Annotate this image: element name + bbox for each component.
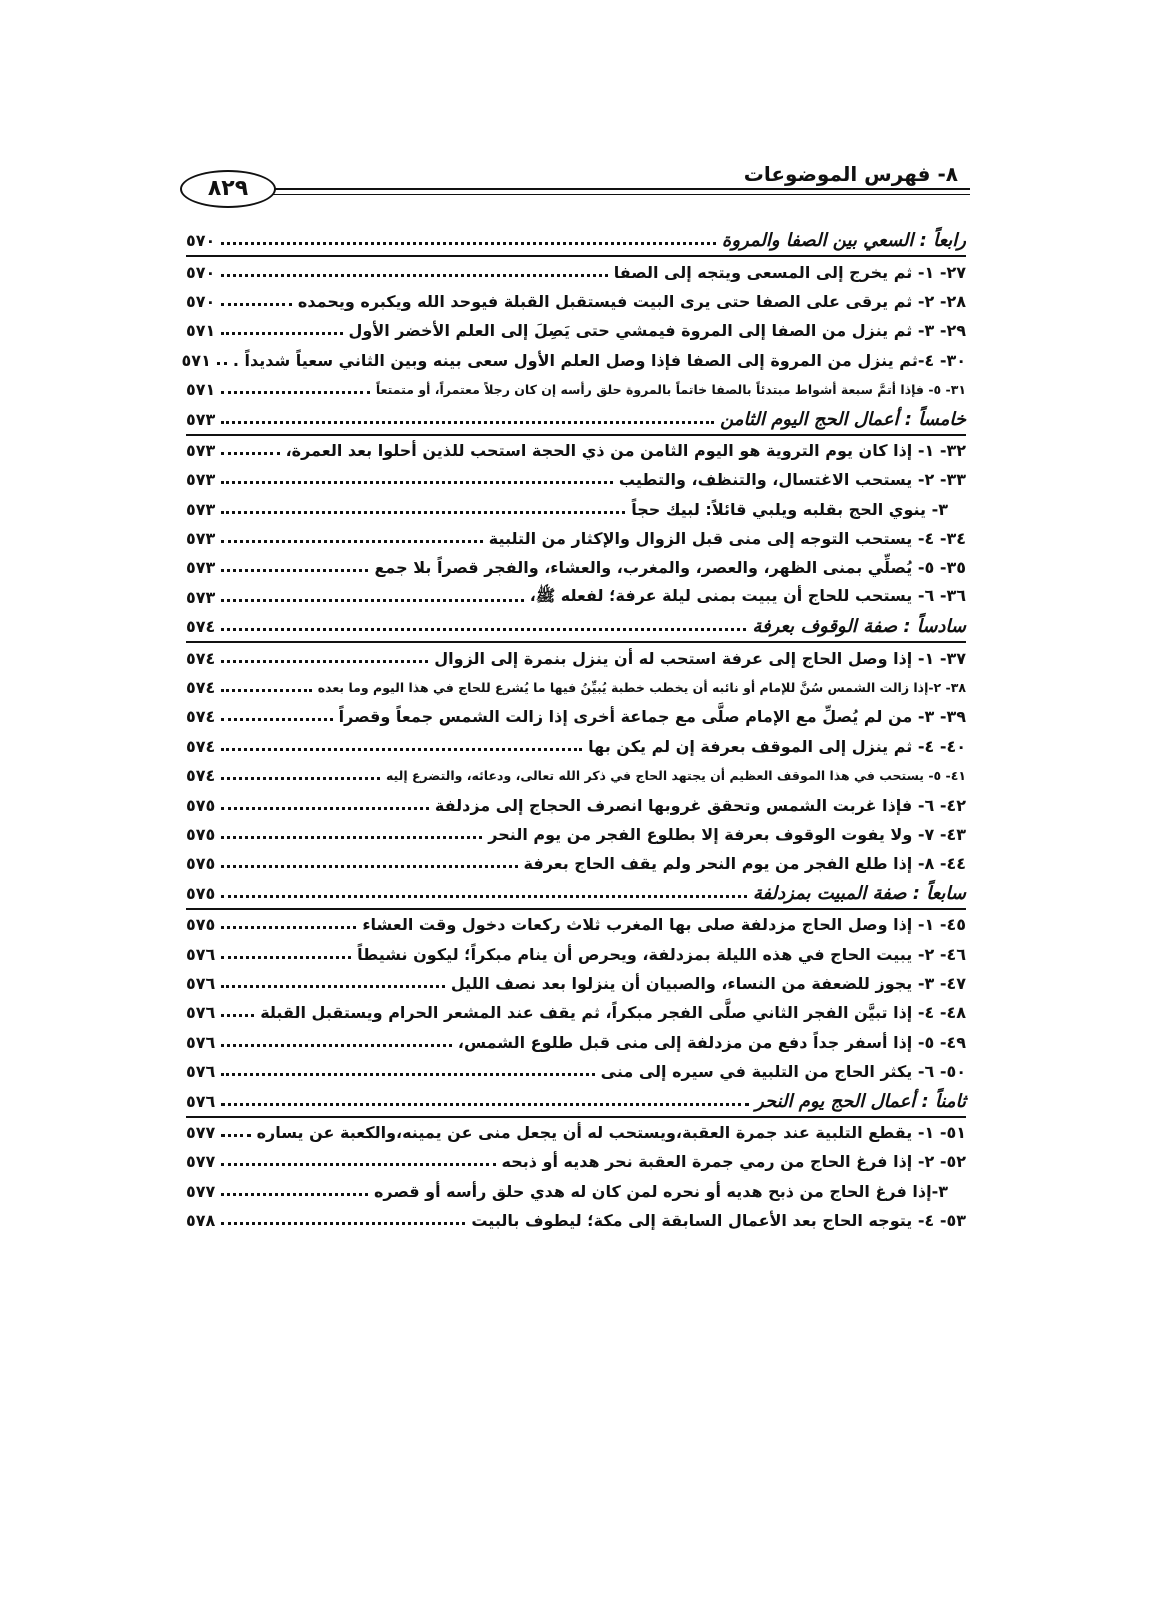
toc-entry-page: ٥٧٣ xyxy=(186,587,216,607)
toc-entry-title: ٣٩- ٣- من لم يُصلِّ مع الإمام صلَّى مع جماعة أخرى إذا زالت الشمس جمعاً وقصراً xyxy=(338,707,966,727)
toc-entry-title: ٤١- ٥- يستحب في هذا الموقف العظيم أن يجتهد الحاج في ذكر الله تعالى، ودعائه، والتضرع إليه xyxy=(385,768,966,784)
toc-entry-title: ٣٣- ٢- يستحب الاغتسال، والتنظف، والتطيب xyxy=(618,470,966,490)
dot-leader xyxy=(221,1216,465,1225)
toc-entry-page: ٥٧٠ xyxy=(186,231,216,251)
toc-entry xyxy=(186,1057,966,1086)
dot-leader xyxy=(221,654,428,663)
toc-entry xyxy=(186,643,966,672)
dot-leader xyxy=(221,446,279,455)
dot-leader xyxy=(221,712,332,721)
toc-entry-page: ٥٧٦ xyxy=(186,1091,216,1111)
toc-entry-title: ٣٧- ١- إذا وصل الحاج إلى عرفة استحب له أن ينزل بنمرة إلى الزوال xyxy=(434,648,966,668)
dot-leader xyxy=(221,415,714,424)
toc-entry-page: ٥٧٠ xyxy=(186,291,216,311)
toc-entry-page: ٥٧٤ xyxy=(186,766,216,786)
toc-entry-page: ٥٧١ xyxy=(186,321,216,341)
toc-section-heading xyxy=(186,612,966,643)
toc-entry-title: ٤٠- ٤- ثم ينزل إلى الموقف بعرفة إن لم يكن بها xyxy=(588,736,966,756)
toc-entry-page: ٥٧٦ xyxy=(186,1032,216,1052)
toc-entry-title: ٤٧- ٣- يجوز للضعفة من النساء، والصبيان أن ينزلوا بعد نصف الليل xyxy=(450,973,966,993)
toc-section-heading xyxy=(186,226,966,257)
toc-entry-title: ٣٥- ٥- يُصلِّي بمنى الظهر، والعصر، والمغرب، والعشاء، والفجر قصراً بلا جمع xyxy=(374,558,966,578)
toc-entry-title: ٤٢- ٦- فإذا غربت الشمس وتحقق غروبها انصرف الحجاج إلى مزدلفة xyxy=(434,795,966,815)
dot-leader xyxy=(221,1128,250,1137)
toc-entry xyxy=(186,820,966,849)
toc-entry-title: ٤٥- ١- إذا وصل الحاج مزدلفة صلى بها المغرب ثلاث ركعات دخول وقت العشاء xyxy=(362,915,966,935)
toc-entry-title: ٢٨- ٢- ثم يرقى على الصفا حتى يرى البيت فيستقبل القبلة فيوحد الله ويكبره ويحمده xyxy=(297,291,966,311)
toc-entry xyxy=(186,495,966,524)
dot-leader xyxy=(221,920,356,929)
toc-entry-page: ٥٧٧ xyxy=(186,1122,216,1142)
toc-entry xyxy=(186,553,966,582)
toc-entry-page: ٥٧٤ xyxy=(186,707,216,727)
toc-entry-page: ٥٧٣ xyxy=(186,409,216,429)
toc-entry-page: ٥٧٣ xyxy=(186,558,216,578)
toc-entry-page: ٥٧٨ xyxy=(186,1211,216,1231)
toc-entry-page: ٥٧٥ xyxy=(186,915,216,935)
dot-leader xyxy=(221,593,523,602)
toc-entry-page: ٥٧٤ xyxy=(186,648,216,668)
dot-leader xyxy=(221,268,607,277)
dot-leader xyxy=(221,385,370,394)
toc-entry xyxy=(186,524,966,553)
toc-entry xyxy=(186,316,966,345)
dot-leader xyxy=(221,1067,594,1076)
dot-leader xyxy=(221,1187,368,1196)
toc-entry-title: ٤٤- ٨- إذا طلع الفجر من يوم النحر ولم يقف الحاج بعرفة xyxy=(523,854,966,874)
toc-entry-page: ٥٧١ xyxy=(186,380,216,400)
toc-entry xyxy=(186,969,966,998)
toc-entry-page: ٥٧٣ xyxy=(186,440,216,460)
toc-entry-title: رابعاً : السعي بين الصفا والمروة xyxy=(721,230,966,252)
toc-entry-title: ٣- ينوي الحج بقلبه ويلبي قائلاً: لبيك حجاً xyxy=(631,499,948,519)
toc-entry xyxy=(186,790,966,819)
dot-leader xyxy=(221,830,482,839)
dot-leader xyxy=(221,801,429,810)
dot-leader xyxy=(221,979,445,988)
toc-entry xyxy=(186,761,966,790)
toc-entry-page: ٥٧٧ xyxy=(186,1181,216,1201)
toc-entry xyxy=(186,939,966,968)
toc-entry-title: ٣٤- ٤- يستحب التوجه إلى منى قبل الزوال والإكثار من التلبية xyxy=(488,529,966,549)
page-number-badge: ٨٢٩ xyxy=(180,170,276,208)
toc-entry-title: ٥٣- ٤- يتوجه الحاج بعد الأعمال السابقة إلى مكة؛ ليطوف بالبيت xyxy=(471,1211,966,1231)
dot-leader xyxy=(221,859,517,868)
toc-section-heading xyxy=(186,404,966,435)
toc-entry-title: سادساً : صفة الوقوف بعرفة xyxy=(752,616,966,638)
toc-entry xyxy=(186,375,966,404)
toc-entry-page: ٥٧٥ xyxy=(186,795,216,815)
toc-entry-title: ٣٠- ٤-ثم ينزل من المروة إلى الصفا فإذا وصل العلم الأول سعى بينه وبين الثاني سعياً شديداً . xyxy=(232,350,966,370)
dot-leader xyxy=(221,622,746,631)
toc-entry-page: ٥٧٥ xyxy=(186,854,216,874)
dot-leader xyxy=(221,1008,254,1017)
toc-entry xyxy=(186,287,966,316)
toc-entry xyxy=(186,1177,966,1206)
dot-leader xyxy=(221,534,482,543)
toc-entry xyxy=(186,702,966,731)
toc-entry-page: ٥٧٣ xyxy=(186,499,216,519)
toc-entry-page: ٥٧٣ xyxy=(186,529,216,549)
toc-entry-title: خامساً : أعمال الحج اليوم الثامن xyxy=(720,408,966,430)
toc-section-heading xyxy=(186,879,966,910)
toc-entry-title: ثامناً : أعمال الحج يوم النحر xyxy=(755,1090,966,1112)
header-rule-thin xyxy=(258,194,970,195)
toc-entry-page: ٥٧٧ xyxy=(186,1152,216,1172)
toc-entry-title: ٣-إذا فرغ الحاج من ذبح هديه أو نحره لمن كان له هدي حلق رأسه أو قصره xyxy=(373,1181,948,1201)
toc-entry xyxy=(186,1206,966,1235)
toc-entry xyxy=(186,849,966,878)
toc-entry-page: ٥٧٣ xyxy=(186,470,216,490)
dot-leader xyxy=(221,742,582,751)
toc-entry-page: ٥٧٠ xyxy=(186,262,216,282)
dot-leader xyxy=(221,771,380,780)
toc-entry-title: ٣١- ٥- فإذا أتمَّ سبعة أشواط مبتدئاً بالصفا خاتماً بالمروة حلق رأسه إن كان رجلاً معتمراً، أو متمتعاً xyxy=(375,382,966,398)
dot-leader xyxy=(221,505,625,514)
toc-entry xyxy=(186,583,966,612)
toc-entry-page: ٥٧٥ xyxy=(186,825,216,844)
toc-entry-page: ٥٧٤ xyxy=(186,736,216,756)
toc-entry xyxy=(186,1118,966,1147)
toc-entry-page: ٥٧١ xyxy=(181,350,211,370)
toc-entry-title: ٣٨- ٢-إذا زالت الشمس سُنَّ للإمام أو نائبه أن يخطب خطبة يُبيِّنُ فيها ما يُشرع للحاج في هذا اليوم وما بعده xyxy=(317,680,966,696)
dot-leader xyxy=(221,297,292,306)
header-rule xyxy=(258,188,970,190)
toc-entry xyxy=(186,998,966,1027)
toc-entry xyxy=(181,346,966,375)
toc-entry-page: ٥٧٦ xyxy=(186,944,216,964)
toc-entry-title: ٥٢- ٢- إذا فرغ الحاج من رمي جمرة العقبة نحر هديه أو ذبحه xyxy=(501,1152,966,1172)
toc-entry-page: ٥٧٦ xyxy=(186,973,216,993)
toc-entry xyxy=(186,257,966,286)
dot-leader xyxy=(221,1097,749,1106)
toc-entry-page: ٥٧٦ xyxy=(186,1062,216,1082)
dot-leader xyxy=(221,475,613,484)
toc-entry xyxy=(186,910,966,939)
toc-entry xyxy=(186,673,966,702)
toc-entry-page: ٥٧٤ xyxy=(186,678,216,698)
toc-entry-title: ٣٦- ٦- يستحب للحاج أن يبيت بمنى ليلة عرفة؛ لفعله ﷺ، xyxy=(529,585,966,605)
toc-entry-title: ٣٢- ١- إذا كان يوم التروية هو اليوم الثامن من ذي الحجة استحب للذين أحلوا بعد العمرة، xyxy=(285,440,966,460)
dot-leader xyxy=(221,683,311,692)
toc-entry-title: ٤٨- ٤- إذا تبيَّن الفجر الثاني صلَّى الفجر مبكراً، ثم يقف عند المشعر الحرام ويستقبل القبلة xyxy=(260,1003,966,1023)
toc-entry-title: ٢٧- ١- ثم يخرج إلى المسعى ويتجه إلى الصفا xyxy=(613,262,966,282)
toc-entry-title: ٤٣- ٧- ولا يفوت الوقوف بعرفة إلا بطلوع الفجر من يوم النحر xyxy=(488,825,966,844)
dot-leader xyxy=(221,236,716,245)
toc-entry-title: ٥٠- ٦- يكثر الحاج من التلبية في سيره إلى منى xyxy=(600,1062,966,1082)
toc-entry-title: سابعاً : صفة المبيت بمزدلفة xyxy=(752,882,966,904)
page-header xyxy=(180,162,970,212)
toc-entry-title: ٢٩- ٣- ثم ينزل من الصفا إلى المروة فيمشي حتى يَصِلَ إلى العلم الأخضر الأول xyxy=(348,321,966,341)
toc-entry-page: ٥٧٦ xyxy=(186,1003,216,1023)
toc-entry xyxy=(186,732,966,761)
dot-leader xyxy=(217,356,227,365)
toc-entry xyxy=(186,1147,966,1176)
toc-entry xyxy=(186,1028,966,1057)
dot-leader xyxy=(221,326,342,335)
table-of-contents xyxy=(181,226,966,1235)
toc-entry-page: ٥٧٥ xyxy=(186,883,216,903)
dot-leader xyxy=(221,563,368,572)
chapter-title: ٨- فهرس الموضوعات xyxy=(743,162,958,186)
toc-section-heading xyxy=(186,1086,966,1117)
toc-entry-title: ٤٦- ٢- يبيت الحاج في هذه الليلة بمزدلفة، ويحرص أن ينام مبكراً؛ ليكون نشيطاً xyxy=(357,944,966,964)
toc-entry-page: ٥٧٤ xyxy=(186,617,216,637)
toc-entry-title: ٤٩- ٥- إذا أسفر جداً دفع من مزدلفة إلى منى قبل طلوع الشمس، xyxy=(457,1032,966,1052)
dot-leader xyxy=(221,950,351,959)
toc-entry-title: ٥١- ١- يقطع التلبية عند جمرة العقبة،ويستحب له أن يجعل منى عن يمينه،والكعبة عن يساره xyxy=(256,1122,966,1142)
dot-leader xyxy=(221,1038,452,1047)
dot-leader xyxy=(221,889,747,898)
toc-entry xyxy=(186,465,966,494)
dot-leader xyxy=(221,1157,495,1166)
toc-entry xyxy=(186,436,966,465)
